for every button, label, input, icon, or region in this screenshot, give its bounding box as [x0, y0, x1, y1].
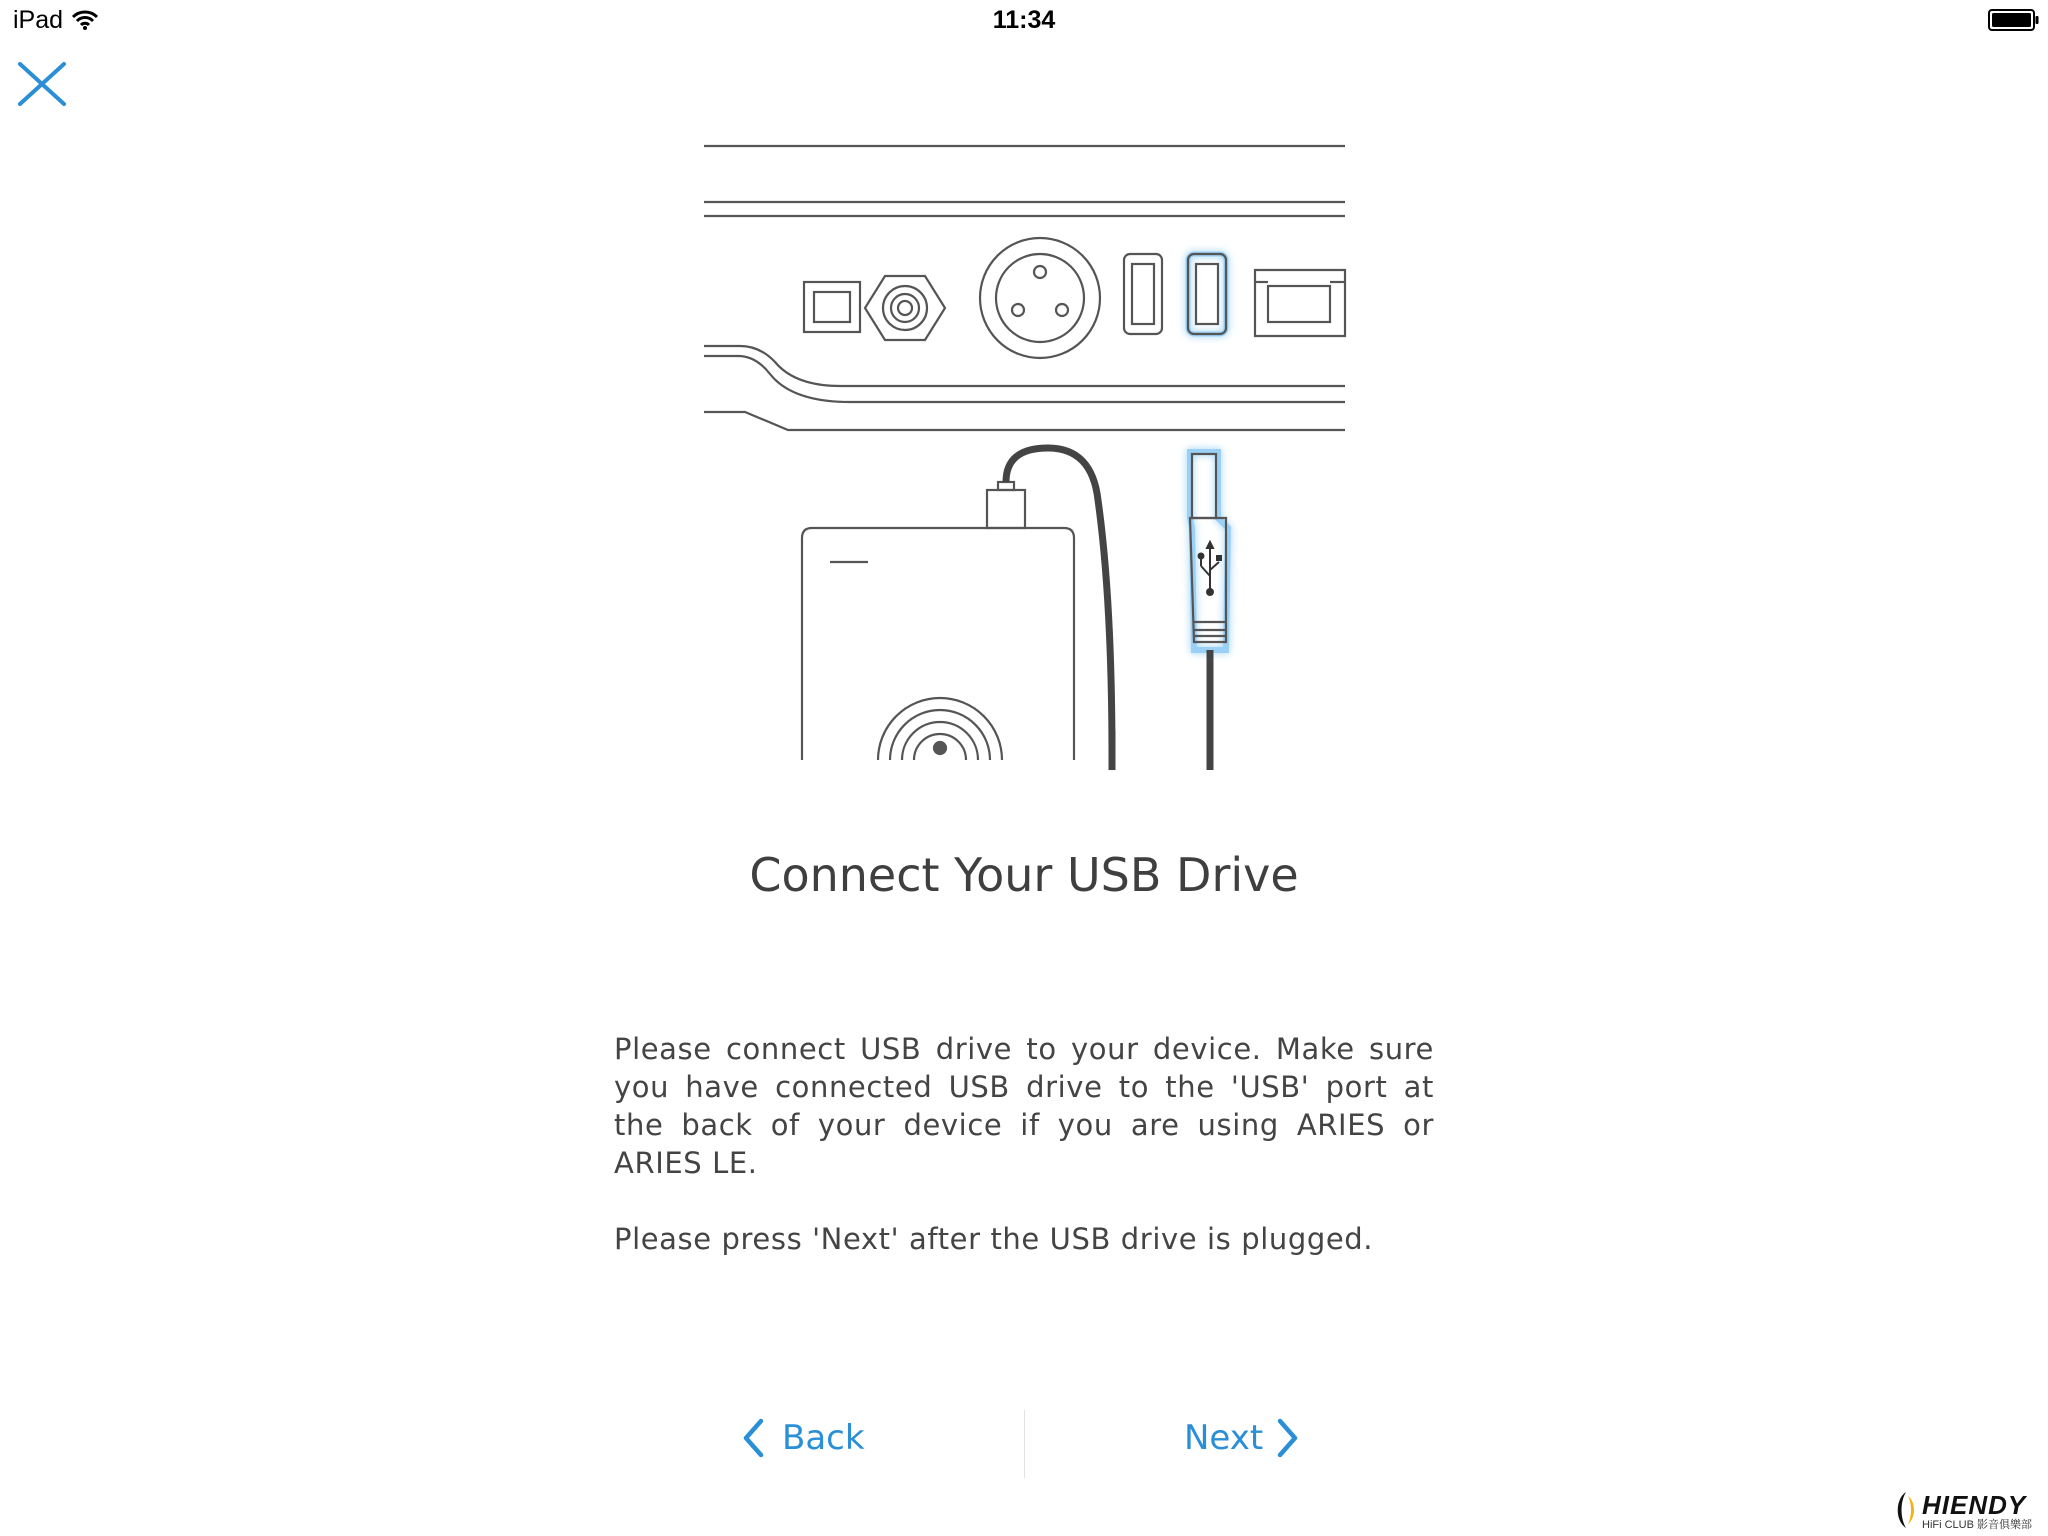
status-time: 11:34 — [992, 6, 1056, 34]
next-button-label: Next — [1184, 1418, 1264, 1458]
usb-connection-illustration — [700, 130, 1350, 770]
watermark-logo — [1892, 1488, 2044, 1532]
page-title: Connect Your USB Drive — [749, 848, 1299, 902]
close-icon — [12, 58, 72, 118]
next-button[interactable] — [1184, 1408, 1299, 1468]
back-button-label: Back — [782, 1418, 865, 1458]
instruction-paragraph-1: Please connect USB drive to your device. Make sure you have connected USB drive to the 'USB' port at the back of your device if you are using ARIES or ARIES LE. — [614, 1032, 1434, 1180]
chevron-left-icon — [742, 1418, 764, 1458]
status-bar — [0, 0, 2048, 40]
back-button[interactable] — [742, 1408, 865, 1468]
usb-icon — [1199, 542, 1222, 595]
watermark-subtext: HiFi CLUB 影音俱樂部 — [1922, 1519, 2033, 1531]
instructions — [614, 1030, 1434, 1258]
chevron-right-icon — [1277, 1418, 1299, 1458]
watermark-text: HIENDY — [1922, 1490, 2027, 1520]
instruction-paragraph-2: Please press 'Next' after the USB drive is plugged. — [614, 1222, 1374, 1256]
status-device-label: iPad — [13, 6, 64, 34]
close-button[interactable] — [12, 58, 72, 118]
battery-icon — [1988, 9, 2040, 38]
nav-divider — [1024, 1410, 1025, 1478]
